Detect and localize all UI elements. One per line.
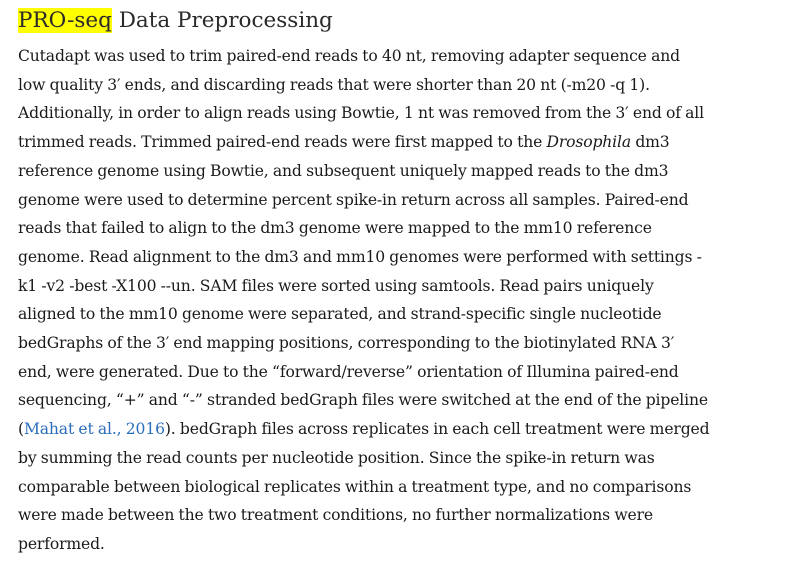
text-line: aligned to the mm10 genome were separated, and strand-specific single nucleotide bbox=[18, 305, 662, 324]
text-line: Additionally, in order to align reads using Bowtie, 1 nt was removed from the 3′ end of all bbox=[18, 104, 704, 123]
text-line: comparable between biological replicates within a treatment type, and no comparisons bbox=[18, 477, 692, 496]
text-fragment: ). bedGraph files across replicates in each cell treatment were merged bbox=[164, 420, 710, 439]
preprocessing-section bbox=[18, 6, 788, 559]
text-line: bedGraphs of the 3′ end mapping positions, corresponding to the biotinylated RNA 3′ bbox=[18, 334, 675, 353]
text-line: low quality 3′ ends, and discarding reads that were shorter than 20 nt (-m20 -q 1). bbox=[18, 75, 650, 94]
text-line: reference genome using Bowtie, and subsequent uniquely mapped reads to the dm3 bbox=[18, 161, 669, 180]
highlighted-term: PRO-seq bbox=[18, 8, 112, 33]
text-line: k1 -v2 -best -X100 --un. SAM files were sorted using samtools. Read pairs uniquely bbox=[18, 276, 654, 295]
text-line bbox=[18, 128, 788, 157]
text-line: sequencing, “+” and “-” stranded bedGraph files were switched at the end of the pipeline bbox=[18, 391, 708, 410]
text-line: by summing the read counts per nucleotide position. Since the spike-in return was bbox=[18, 448, 655, 467]
text-line: performed. bbox=[18, 534, 105, 553]
text-line bbox=[18, 415, 788, 444]
text-line: genome were used to determine percent spike-in return across all samples. Paired-end bbox=[18, 190, 689, 209]
text-line: were made between the two treatment conditions, no further normalizations were bbox=[18, 506, 653, 525]
text-line: end, were generated. Due to the “forward/reverse” orientation of Illumina paired-end bbox=[18, 362, 679, 381]
text-fragment: ( bbox=[18, 420, 24, 439]
heading-rest: Data Preprocessing bbox=[111, 8, 333, 33]
text-line: reads that failed to align to the dm3 genome were mapped to the mm10 reference bbox=[18, 219, 652, 238]
section-heading bbox=[18, 6, 788, 36]
paragraph bbox=[18, 42, 788, 559]
text-fragment: dm3 bbox=[631, 133, 670, 152]
citation-link[interactable]: Mahat et al., 2016 bbox=[23, 420, 165, 439]
text-line: Cutadapt was used to trim paired-end reads to 40 nt, removing adapter sequence and bbox=[18, 47, 680, 65]
text-line: genome. Read alignment to the dm3 and mm10 genomes were performed with settings - bbox=[18, 247, 702, 266]
text-fragment: trimmed reads. Trimmed paired-end reads were first mapped to the bbox=[18, 133, 547, 152]
species-name: Drosophila bbox=[546, 133, 632, 152]
